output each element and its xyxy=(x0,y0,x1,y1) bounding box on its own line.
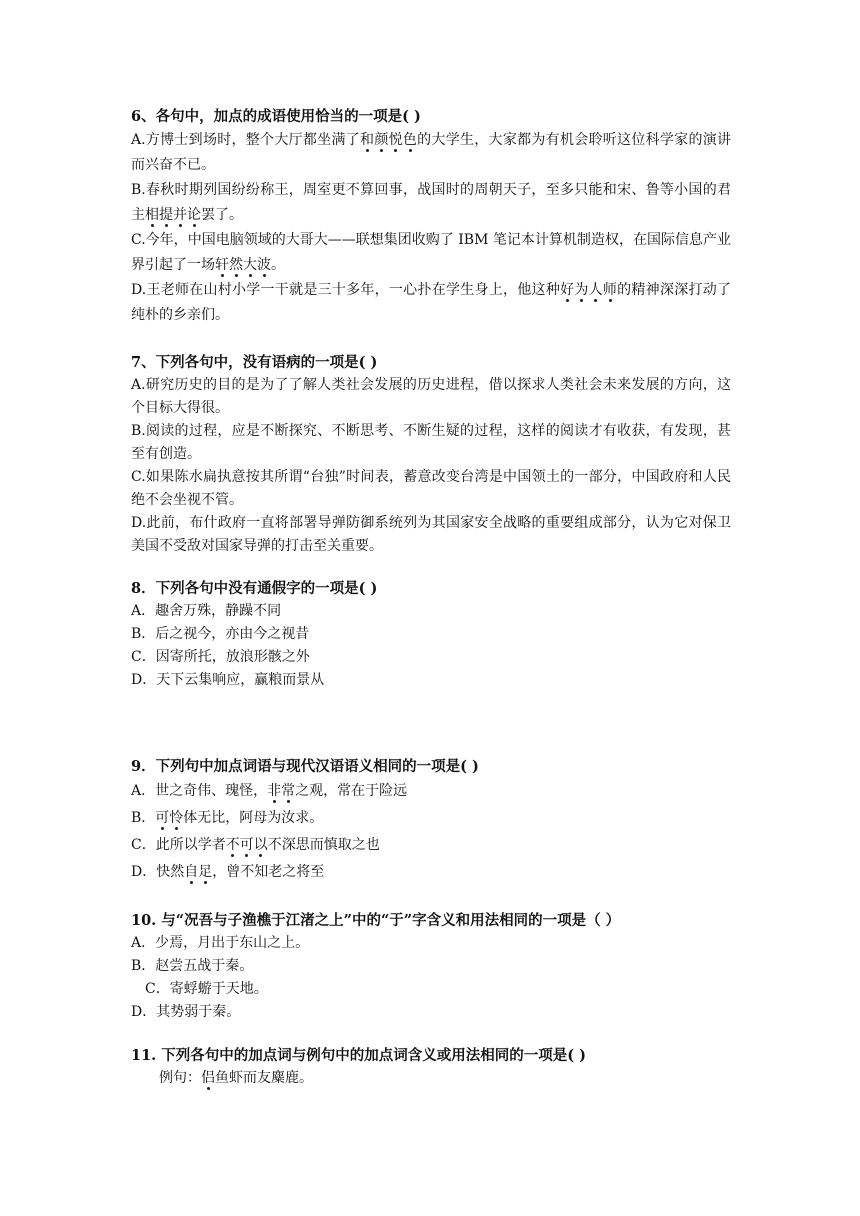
question-8-option-c: C．因寄所托，放浪形骸之外 xyxy=(131,649,310,665)
question-10-option-b: B．赵尝五战于秦。 xyxy=(131,958,254,974)
question-7 xyxy=(131,352,731,558)
question-7-title: 7、下列各句中，没有语病的一项是( ) xyxy=(131,354,378,371)
dotted-word: 侣 xyxy=(201,1070,215,1086)
question-7-option-d: D.此前，布什政府一直将部署导弹防御系统列为其国家安全战略的重要组成部分，认为它对保卫美国不受敌对国家导弹的打击至关重要。 xyxy=(131,515,731,554)
question-11 xyxy=(131,1045,731,1090)
question-10-title: 10. 与“况吾与子渔樵于江渚之上”中的“于”字含义和用法相同的一项是（ ） xyxy=(131,912,621,929)
question-10 xyxy=(131,910,731,1024)
question-7-option-a: A.研究历史的目的是为了了解人类社会发展的历史进程，借以探求人类社会未来发展的方向，这个目标大得很。 xyxy=(131,377,731,416)
question-8-option-a: A．趣舍万殊，静躁不同 xyxy=(131,603,282,619)
question-6-option-a: A.方博士到场时，整个大厅都坐满了和颜悦色的大学生，大家都为有机会聆听这位科学家的演讲而兴奋不已。 xyxy=(131,132,732,173)
question-6 xyxy=(131,106,731,328)
dotted-idiom: 相提并论 xyxy=(145,207,201,223)
question-6-option-b: B.春秋时期列国纷纷称王，周室更不算回事，战国时的周朝天子，至多只能和宋、鲁等小国的君主相提并论罢了。 xyxy=(131,182,731,223)
question-6-title: 6、各句中，加点的成语使用恰当的一项是( ) xyxy=(131,108,421,125)
question-9-title: 9．下列句中加点词语与现代汉语语义相同的一项是( ) xyxy=(131,758,479,775)
question-9-option-c: C．此所以学者不可以不深思而慎取之也 xyxy=(131,837,380,853)
dotted-idiom: 轩然大波 xyxy=(215,257,271,273)
question-6-option-c: C.今年，中国电脑领域的大哥大——联想集团收购了 IBM 笔记本计算机制造权，在国际信息产业界引起了一场轩然大波。 xyxy=(131,232,731,273)
question-10-option-c: C．寄蜉蝣于天地。 xyxy=(145,981,268,997)
question-9 xyxy=(131,756,731,886)
dotted-word: 不可以 xyxy=(225,837,268,853)
dotted-word: 自足 xyxy=(184,864,213,880)
question-10-option-a: A．少焉，月出于东山之上。 xyxy=(131,935,310,951)
question-9-option-b: B．可怜体无比，阿母为汝求。 xyxy=(131,810,324,826)
question-10-option-d: D．其势弱于秦。 xyxy=(131,1004,241,1020)
dotted-idiom: 和颜悦色 xyxy=(360,132,418,148)
question-9-option-a: A．世之奇伟、瑰怪，非常之观，常在于险远 xyxy=(131,783,408,799)
dotted-idiom: 好为人师 xyxy=(560,282,618,298)
question-8 xyxy=(131,578,731,692)
question-7-option-c: C.如果陈水扁执意按其所谓“台独”时间表，蓄意改变台湾是中国领土的一部分，中国政府和人民绝不会坐视不管。 xyxy=(131,469,731,508)
question-11-title: 11. 下列各句中的加点词与例句中的加点词含义或用法相同的一项是( ) xyxy=(131,1047,587,1064)
question-8-option-b: B．后之视今，亦由今之视昔 xyxy=(131,626,310,642)
dotted-word: 可怜 xyxy=(155,810,184,826)
question-8-option-d: D．天下云集响应，赢粮而景从 xyxy=(131,672,325,688)
dotted-word: 非常 xyxy=(267,783,296,799)
question-6-option-d: D.王老师在山村小学一干就是三十多年，一心扑在学生身上，他这种好为人师的精神深深打动了纯朴的乡亲们。 xyxy=(131,282,732,323)
question-7-option-b: B.阅读的过程，应是不断探究、不断思考、不断生疑的过程，这样的阅读才有收获，有发现，甚至有创造。 xyxy=(131,423,731,462)
question-9-option-d: D．快然自足，曾不知老之将至 xyxy=(131,864,325,880)
question-11-example: 例句：侣鱼虾而友麋鹿。 xyxy=(159,1070,313,1086)
question-8-title: 8．下列各句中没有通假字的一项是( ) xyxy=(131,580,378,597)
